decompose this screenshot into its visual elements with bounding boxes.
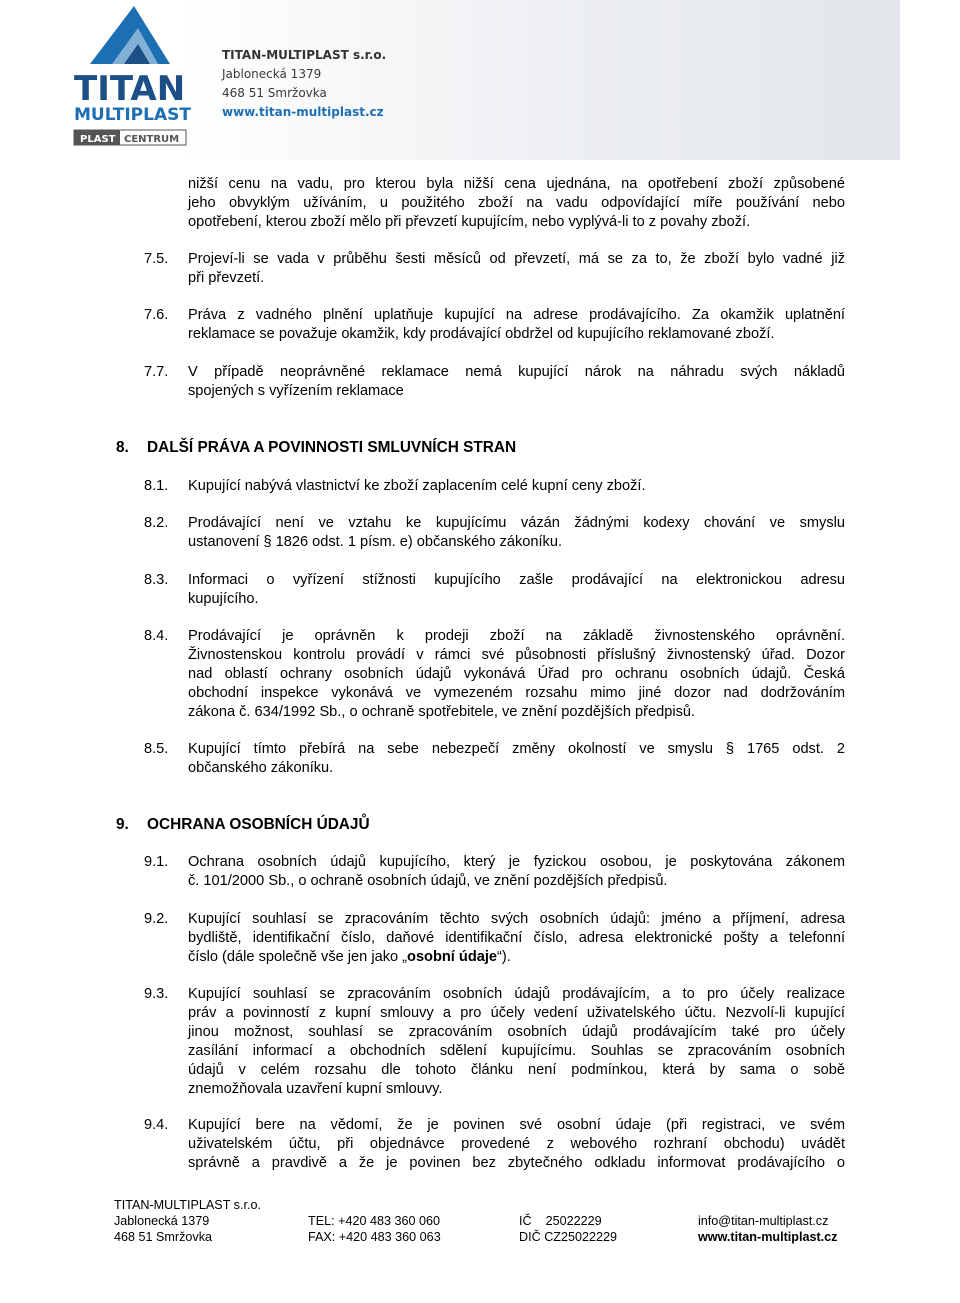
text-line: V případě neoprávněné reklamace nemá kupující nárok na náhradu svých nákladů xyxy=(188,364,845,380)
header-street: Jablonecká 1379 xyxy=(222,67,322,81)
text-line: nižší cenu na vadu, pro kterou byla nižší cena ujednána, na opotřebení zboží způsobené xyxy=(188,176,845,192)
footer-street: Jablonecká 1379 xyxy=(114,1214,210,1228)
section-number: 9. xyxy=(116,816,129,833)
text-line: jinou možnost, souhlasí se zpracováním osobních údajů prodávajícím také pro účely xyxy=(188,1024,845,1040)
text-line: Prodávající není ve vztahu ke kupujícímu vázán žádnými kodexy chování ve smyslu xyxy=(188,515,845,531)
footer-fax: FAX: +420 483 360 063 xyxy=(308,1230,441,1244)
text-line: opotřebení, kterou zboží mělo při převzetí kupujícím, nebo vyplývá-li to z povahy zboží. xyxy=(188,214,751,230)
logo-titan: TITAN xyxy=(74,69,186,109)
text-line: Živnostenskou kontrolu provádí v rámci své působnosti příslušný živnostenský úřad. Dozor xyxy=(188,647,845,663)
text-line: reklamace se považuje okamžik, kdy prodávající obdržel od kupujícího reklamované zboží. xyxy=(188,326,775,342)
text-line: při převzetí. xyxy=(188,270,265,286)
footer-company: TITAN-MULTIPLAST s.r.o. xyxy=(114,1198,261,1212)
text-line: Kupující tímto přebírá na sebe nebezpečí změny okolností ve smyslu § 1765 odst. 2 xyxy=(188,741,845,757)
header-company-name: TITAN-MULTIPLAST s.r.o. xyxy=(222,48,387,62)
text-line: Kupující nabývá vlastnictví ke zboží zaplacením celé kupní ceny zboží. xyxy=(188,478,646,494)
text-line: Projeví-li se vada v průběhu šesti měsíců od převzetí, má se za to, že zboží bylo vadné již xyxy=(188,251,845,267)
text-line: obchodní inspekce vykonává ve vymezeném rozsahu mimo jiné dozor nad dodržováním xyxy=(188,685,845,701)
text-line: Kupující souhlasí se zpracováním osobních údajů prodávajícím, a to pro účely realizace xyxy=(188,986,845,1002)
svg-text:PLAST: PLAST xyxy=(80,134,116,145)
text-line: Ochrana osobních údajů kupujícího, který je fyzickou osobou, je poskytována zákonem xyxy=(188,854,845,870)
item-number: 8.2. xyxy=(144,515,169,531)
text-line: Informaci o vyřízení stížnosti kupujícího zašle prodávající na elektronickou adresu xyxy=(188,572,845,588)
item-number: 7.6. xyxy=(144,307,169,323)
section-heading: DALŠÍ PRÁVA A POVINNOSTI SMLUVNÍCH STRAN xyxy=(147,439,517,456)
item-number: 9.1. xyxy=(144,854,169,870)
item-number: 8.1. xyxy=(144,478,169,494)
item-number: 8.5. xyxy=(144,741,169,757)
item-number: 9.4. xyxy=(144,1117,169,1133)
header-company-block xyxy=(222,46,386,122)
text-line: č. 101/2000 Sb., o ochraně osobních údajů, ve znění pozdějších předpisů. xyxy=(188,873,668,889)
footer-city: 468 51 Smržovka xyxy=(114,1230,213,1244)
text-line: Práva z vadného plnění uplatňuje kupující na adrese prodávajícího. Za okamžik uplatnění xyxy=(188,307,845,323)
footer-tel: TEL: +420 483 360 060 xyxy=(308,1214,440,1228)
text-line: Prodávající je oprávněn k prodeji zboží na základě živnostenského oprávnění. xyxy=(188,628,845,644)
text-line: údajů v celém rozsahu dle tohoto článku není podmínkou, která by sama o sobě xyxy=(188,1062,845,1078)
text-line: spojených s vyřízením reklamace xyxy=(188,383,404,399)
text-line: uživatelském účtu, při objednávce provedené z webového rozhraní obchodu) uvádět xyxy=(188,1136,845,1152)
text-line: správně a pravdivě a že je povinen bez zbytečného odkladu informovat prodávajícího o xyxy=(188,1155,845,1171)
item-number: 7.7. xyxy=(144,364,169,380)
text-line: zasílání informací a obchodních sdělení kupujícímu. Souhlas se zpracováním osobních xyxy=(188,1043,845,1059)
text-line: ustanovení § 1826 odst. 1 písm. e) občanského zákoníku. xyxy=(188,534,563,550)
text-line: práv a povinností z kupní smlouvy a pro účely vedení uživatelského účtu. Nezvolí-li kupující xyxy=(188,1005,845,1021)
footer-web-link[interactable]: www.titan-multiplast.cz xyxy=(698,1230,838,1244)
footer-ic: IČ 25022229 xyxy=(519,1214,602,1228)
titan-multiplast-logo xyxy=(72,2,202,152)
text-line: kupujícího. xyxy=(188,591,259,607)
defined-term: osobní údaje xyxy=(407,949,498,965)
item-number: 9.3. xyxy=(144,986,169,1002)
text-line: zákona č. 634/1992 Sb., o ochraně spotřebitele, ve znění pozdějších předpisů. xyxy=(188,704,696,720)
text-line: nad oblastí ochrany osobních údajů vykonává Úřad pro ochranu osobních údajů. Česká xyxy=(188,666,845,682)
footer-dic: DIČ CZ25022229 xyxy=(519,1230,618,1244)
svg-text:CENTRUM: CENTRUM xyxy=(124,134,180,145)
section-number: 8. xyxy=(116,439,129,456)
footer-email-link[interactable]: info@titan-multiplast.cz xyxy=(698,1214,829,1228)
text-line: občanského zákoníku. xyxy=(188,760,334,776)
text-line: bydliště, identifikační číslo, daňové identifikační číslo, adresa elektronické pošty a telefonní xyxy=(188,930,845,946)
text-line: Kupující souhlasí se zpracováním těchto svých osobních údajů: jméno a příjmení, adresa xyxy=(188,911,845,927)
header-web-link[interactable]: www.titan-multiplast.cz xyxy=(222,105,384,119)
header-city: 468 51 Smržovka xyxy=(222,86,327,100)
text-line: znemožňovala uzavření kupní smlouvy. xyxy=(188,1081,443,1097)
logo-multiplast: MULTIPLAST xyxy=(74,105,191,125)
item-number: 8.4. xyxy=(144,628,169,644)
text-line: Kupující bere na vědomí, že je povinen své osobní údaje (při registraci, ve svém xyxy=(188,1117,845,1133)
section-heading: OCHRANA OSOBNÍCH ÚDAJŮ xyxy=(147,816,370,833)
text-line: číslo (dále společně vše jen jako „osobní údaje“). xyxy=(188,949,511,965)
item-number: 7.5. xyxy=(144,251,169,267)
text-line: jeho obvyklým užíváním, u použitého zboží na vadu odpovídající míře používání nebo xyxy=(188,195,845,211)
item-number: 9.2. xyxy=(144,911,169,927)
item-number: 8.3. xyxy=(144,572,169,588)
